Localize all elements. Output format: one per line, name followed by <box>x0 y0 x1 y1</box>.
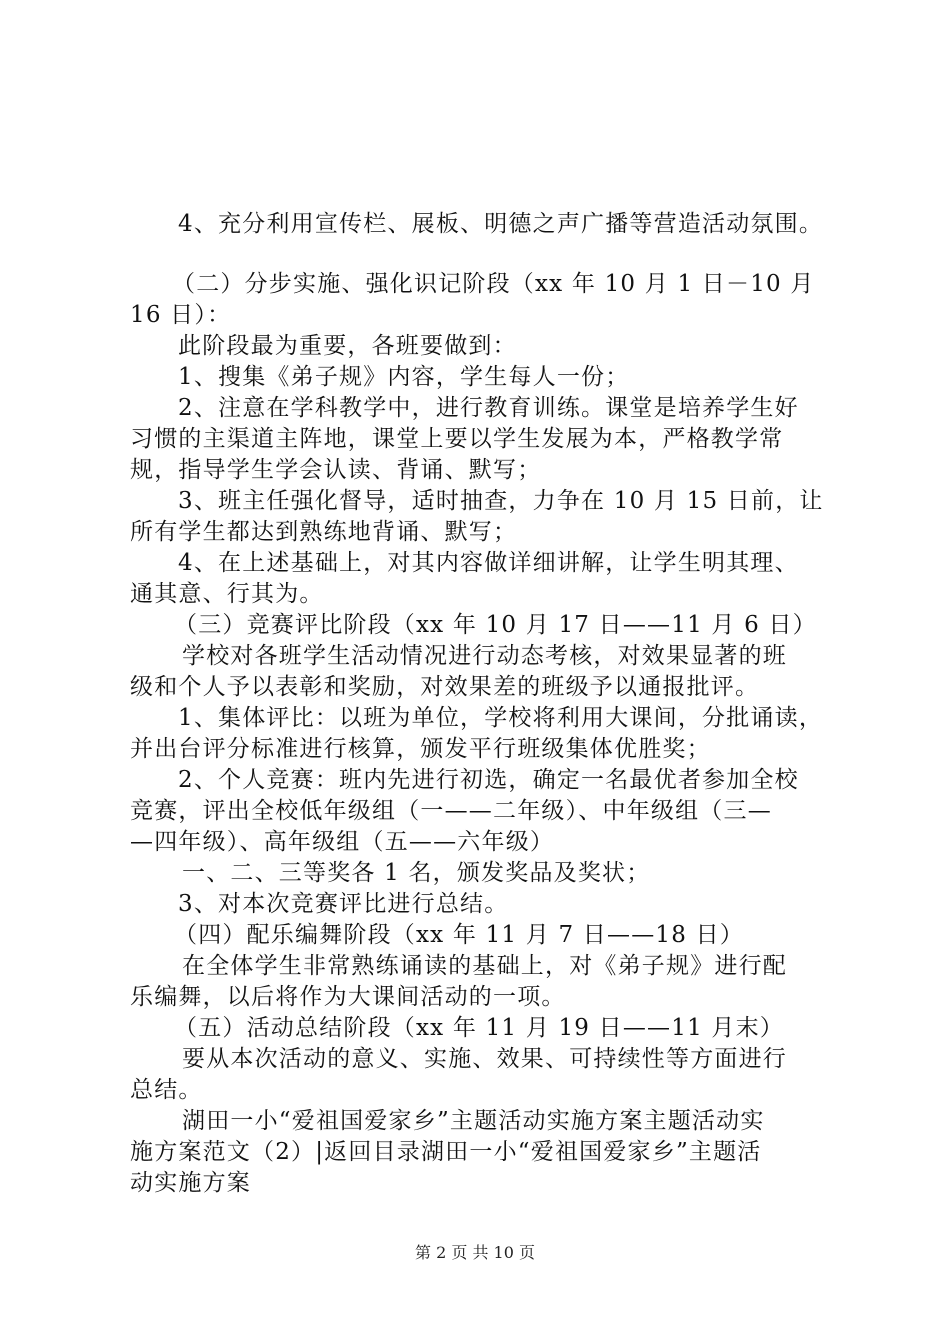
paragraph-line: 此阶段最为重要，各班要做到： <box>178 333 517 359</box>
paragraph-line: 一、二、三等奖各 1 名，颁发奖品及奖状； <box>182 860 651 886</box>
section-heading: （三）竞赛评比阶段（xx 年 10 月 17 日——11 月 6 日） <box>174 612 817 638</box>
section-heading: （四）配乐编舞阶段（xx 年 11 月 7 日——18 日） <box>174 922 744 948</box>
paragraph-line: 规，指导学生学会认读、背诵、默写； <box>130 457 542 483</box>
paragraph-line: 动实施方案 <box>130 1170 251 1196</box>
paragraph-line: 1、集体评比：以班为单位，学校将利用大课间，分批诵读， <box>178 705 824 731</box>
paragraph-line: 在全体学生非常熟练诵读的基础上，对《弟子规》进行配 <box>182 953 787 979</box>
paragraph-line: 16 日）： <box>130 302 232 328</box>
paragraph-line: 4、充分利用宣传栏、展板、明德之声广播等营造活动氛围。 <box>178 211 824 237</box>
paragraph-line: 要从本次活动的意义、实施、效果、可持续性等方面进行 <box>182 1046 787 1072</box>
paragraph-line: 3、班主任强化督导，适时抽查，力争在 10 月 15 日前，让 <box>178 488 824 514</box>
paragraph-line: 通其意、行其为。 <box>130 581 324 607</box>
paragraph-line: 3、对本次竞赛评比进行总结。 <box>178 891 509 917</box>
paragraph-line: 施方案范文（2）|返回目录湖田一小“爱祖国爱家乡”主题活 <box>130 1139 762 1165</box>
paragraph-line: 1、搜集《弟子规》内容，学生每人一份； <box>178 364 630 390</box>
paragraph-line: 2、注意在学科教学中，进行教育训练。课堂是培养学生好 <box>178 395 799 421</box>
paragraph-line: 2、个人竞赛：班内先进行初选，确定一名最优者参加全校 <box>178 767 799 793</box>
paragraph-line: 学校对各班学生活动情况进行动态考核，对效果显著的班 <box>182 643 787 669</box>
paragraph-line: 所有学生都达到熟练地背诵、默写； <box>130 519 518 545</box>
paragraph-line: 湖田一小“爱祖国爱家乡”主题活动实施方案主题活动实 <box>182 1108 765 1134</box>
paragraph-line: —四年级）、高年级组（五——六年级） <box>130 829 555 855</box>
page-footer: 第 2 页 共 10 页 <box>415 1243 535 1262</box>
paragraph-line: 乐编舞，以后将作为大课间活动的一项。 <box>130 984 566 1010</box>
paragraph-line: 习惯的主渠道主阵地，课堂上要以学生发展为本，严格教学常 <box>130 426 784 452</box>
paragraph-line: 并出台评分标准进行核算，颁发平行班级集体优胜奖； <box>130 736 711 762</box>
paragraph-line: 4、在上述基础上，对其内容做详细讲解，让学生明其理、 <box>178 550 799 576</box>
paragraph-line: 总结。 <box>130 1077 203 1103</box>
paragraph-line: 级和个人予以表彰和奖励，对效果差的班级予以通报批评。 <box>130 674 760 700</box>
section-heading: （五）活动总结阶段（xx 年 11 月 19 日——11 月末） <box>174 1015 785 1041</box>
paragraph-line: 竞赛，评出全校低年级组（一——二年级）、中年级组（三— <box>130 798 772 824</box>
section-heading: （二）分步实施、强化识记阶段（xx 年 10 月 1 日－10 月 <box>172 271 815 297</box>
